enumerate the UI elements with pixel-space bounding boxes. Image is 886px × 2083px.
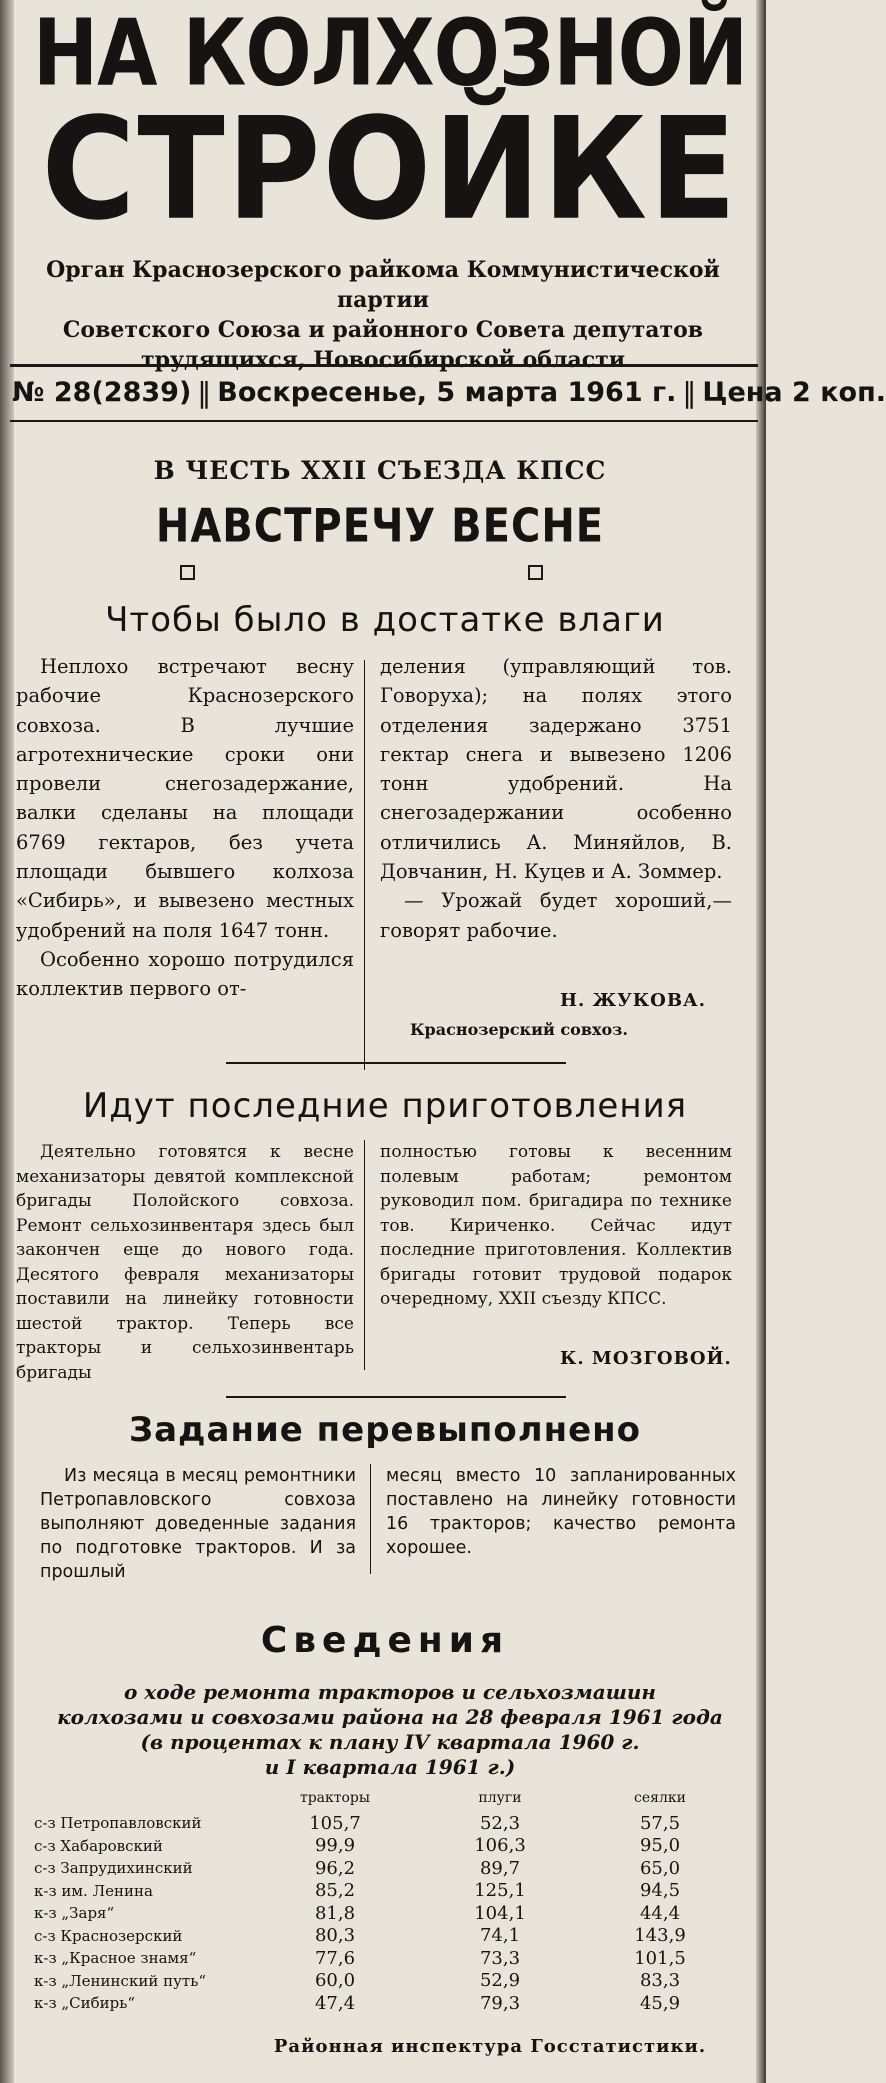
article-separator — [226, 1396, 566, 1398]
table-row — [30, 1857, 730, 1880]
article1-right-column — [380, 652, 732, 945]
seeders-cell: 65,0 — [639, 1857, 681, 1879]
issue-price: Цена 2 коп. — [702, 376, 886, 408]
section-kicker: В ЧЕСТЬ XXII СЪЕЗДА КПСС — [153, 456, 607, 485]
article1-place: Краснозерский совхоз. — [410, 1020, 628, 1039]
farm-name-cell: к-з „Красное знамя“ — [34, 1949, 197, 1968]
seeders-cell: 143,9 — [634, 1925, 686, 1947]
svodka-title: Сведения — [260, 1620, 510, 1661]
issue-line — [12, 372, 886, 412]
article-separator — [226, 1062, 566, 1064]
plows-cell: 52,3 — [479, 1812, 521, 1834]
table-row — [30, 1835, 730, 1858]
issue-number: № 28(2839) — [12, 376, 192, 408]
tractors-cell: 81,8 — [314, 1902, 356, 1924]
organ-line: трудящихся, Новосибирской области — [140, 347, 626, 373]
column-header: сеялки — [634, 1790, 686, 1806]
paragraph: Деятельно готовятся к весне механизаторы девятой комплексной бригады Полойского совхоза. Ремонт сельхозинвентаря здесь был закончен еще до нового года. Десятого февраля механизаторы поставили на линейку готовности шестой трактор. Теперь все тракторы и сельхозинвентарь бригады — [16, 1142, 354, 1383]
svodka-table — [30, 1790, 730, 2015]
masthead-organ — [8, 255, 758, 375]
tractors-cell: 85,2 — [314, 1880, 356, 1902]
column-header: плуги — [478, 1790, 522, 1806]
seeders-cell: 95,0 — [639, 1835, 681, 1857]
paragraph: полностью готовы к весенним полевым работам; ремонтом руководил пом. бригадира по технике тов. Кириченко. Сейчас идут последние приготовления. Коллектив бригады готовит трудовой подарок очередному, XXII съезду КПСС. — [380, 1142, 732, 1309]
issue-date: Воскресенье, 5 марта 1961 г. — [217, 376, 677, 408]
article1-title: Чтобы было в достатке влаги — [105, 600, 665, 640]
plows-cell: 52,9 — [479, 1970, 521, 1992]
table-row — [30, 1970, 730, 1993]
table-row — [30, 1880, 730, 1903]
column-header: тракторы — [299, 1790, 371, 1806]
svodka-subtitle — [40, 1680, 740, 1780]
subtitle-line: о ходе ремонта тракторов и сельхозмашин — [124, 1680, 656, 1704]
seeders-cell: 101,5 — [634, 1947, 686, 1969]
table-row — [30, 1902, 730, 1925]
paragraph: месяц вместо 10 запланированных поставлено на линейку готовности 16 тракторов; качество ремонта хорошее. — [386, 1466, 736, 1558]
subtitle-line: колхозами и совхозами района на 28 февраля 1961 года — [57, 1705, 723, 1729]
farm-name-cell: с-з Хабаровский — [34, 1836, 163, 1855]
article3-left-column — [40, 1464, 356, 1584]
plows-cell: 79,3 — [479, 1992, 521, 2014]
seeders-cell: 44,4 — [639, 1902, 681, 1924]
masthead-rule-bottom — [10, 420, 758, 422]
farm-name-cell: с-з Запрудихинский — [34, 1859, 193, 1878]
article1-signature: Н. ЖУКОВА. — [560, 990, 706, 1011]
tractors-cell: 96,2 — [314, 1857, 356, 1879]
subtitle-line: и I квартала 1961 г.) — [264, 1755, 516, 1779]
column-divider — [364, 660, 365, 1070]
article1-left-column — [16, 652, 354, 1004]
article3-title: Задание перевыполнено — [128, 1410, 642, 1450]
tractors-cell: 99,9 — [314, 1835, 356, 1857]
paragraph: Из месяца в месяц ремонтники Петропавловского совхоза выполняют доведенные задания по подготовке тракторов. И за прошлый — [40, 1466, 356, 1582]
paragraph: Неплохо встречают весну рабочие Краснозерского совхоза. В лучшие агротехнические сроки они провели снегозадержание, валки сделаны на площади 6769 гектаров, без учета площади бывшего колхоза «Сибирь», и вывезено местных удобрений на поля 1647 тонн. — [16, 655, 354, 942]
column-divider — [370, 1464, 371, 1574]
tractors-cell: 105,7 — [309, 1812, 361, 1834]
farm-name-cell: к-з „Заря“ — [34, 1904, 115, 1923]
svodka-footer: Районная инспектура Госстатистики. — [273, 2036, 707, 2057]
seeders-cell: 57,5 — [639, 1812, 681, 1834]
paragraph: — Урожай будет хороший,—говорят рабочие. — [380, 889, 732, 942]
table-body — [30, 1812, 730, 2015]
ornament-square — [180, 565, 195, 580]
masthead-line1: НА КОЛХОЗНОЙ — [32, 0, 748, 108]
masthead-rule-top — [10, 364, 758, 367]
table-row — [30, 1812, 730, 1835]
article2-left-column — [16, 1140, 354, 1385]
paragraph: деления (управляющий тов. Говоруха); на полях этого отделения задержано 3751 гектар снега и вывезено 1206 тонн удобрений. На снегозадержании особенно отличились А. Миняйлов, В. Довчанин, Н. Куцев и А. Зоммер. — [380, 655, 732, 884]
organ-line: Советского Союза и районного Совета депутатов — [62, 317, 704, 343]
farm-name-cell: к-з „Сибирь“ — [34, 1994, 136, 2013]
issue-separator: ‖ — [682, 375, 697, 409]
table-row — [30, 1925, 730, 1948]
tractors-cell: 77,6 — [314, 1947, 356, 1969]
seeders-cell: 45,9 — [639, 1992, 681, 2014]
article2-title: Идут последние приготовления — [82, 1086, 688, 1126]
column-divider — [364, 1140, 365, 1370]
paragraph: Особенно хорошо потрудился коллектив первого от- — [16, 947, 354, 1001]
farm-name-cell: к-з „Ленинский путь“ — [34, 1971, 207, 1990]
plows-cell: 106,3 — [474, 1835, 526, 1857]
subtitle-line: (в процентах к плану IV квартала 1960 г. — [140, 1730, 640, 1754]
seeders-cell: 94,5 — [639, 1880, 681, 1902]
article2-signature: К. МОЗГОВОЙ. — [560, 1348, 732, 1369]
article2-right-column — [380, 1140, 732, 1312]
issue-separator: ‖ — [197, 375, 212, 409]
tractors-cell: 47,4 — [314, 1992, 356, 2014]
tractors-cell: 60,0 — [314, 1970, 356, 1992]
plows-cell: 125,1 — [474, 1880, 526, 1902]
section-headline: НАВСТРЕЧУ ВЕСНЕ — [155, 500, 605, 553]
plows-cell: 104,1 — [474, 1902, 526, 1924]
organ-line: Орган Краснозерского райкома Коммунистической партии — [46, 257, 720, 313]
tractors-cell: 80,3 — [314, 1925, 356, 1947]
farm-name-cell: к-з им. Ленина — [34, 1881, 153, 1900]
farm-name-cell: с-з Краснозерский — [34, 1926, 183, 1945]
masthead-line2: СТРОЙКЕ — [41, 87, 739, 252]
seeders-cell: 83,3 — [639, 1970, 681, 1992]
column-header — [30, 1790, 260, 1812]
plows-cell: 74,1 — [479, 1925, 521, 1947]
ornament-square — [528, 565, 543, 580]
table-header-row — [30, 1790, 730, 1812]
table-row — [30, 1992, 730, 2015]
plows-cell: 73,3 — [479, 1947, 521, 1969]
plows-cell: 89,7 — [479, 1857, 521, 1879]
table-row — [30, 1947, 730, 1970]
farm-name-cell: с-з Петропавловский — [34, 1814, 202, 1833]
article3-right-column — [386, 1464, 736, 1560]
